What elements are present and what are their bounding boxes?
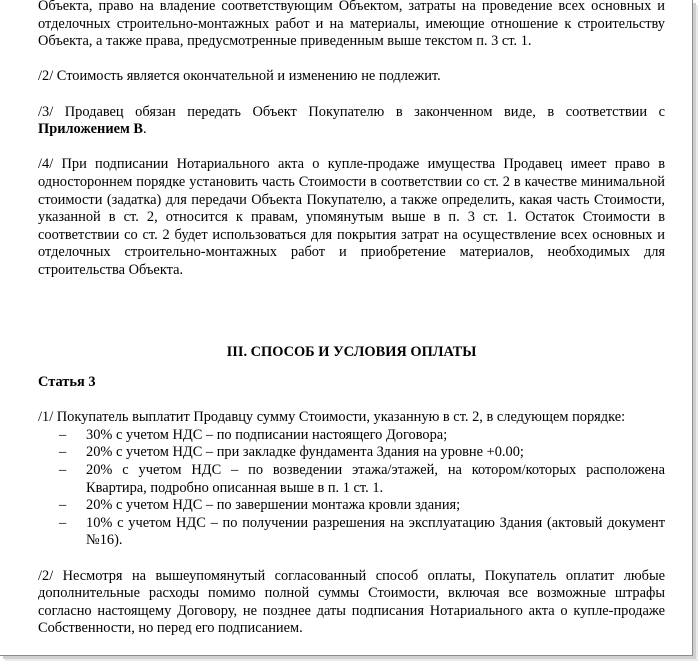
payment-item-text: 10% с учетом НДС – по получении разрешения на эксплуатацию Здания (актовый документ №16). xyxy=(86,514,665,549)
section-heading: III. СПОСОБ И УСЛОВИЯ ОПЛАТЫ xyxy=(226,343,477,360)
payment-item xyxy=(38,462,665,497)
document-body xyxy=(38,0,665,638)
paragraph-continued: Объекта, право на владение соответствующим Объектом, затраты на проведение всех основных и отделочных строительно-монтажных работ и на материалы, имеющие отношение к строительству Объекта, а также права, предусмотренные приведенным выше текстом п. 3 ст. 1. xyxy=(38,0,665,50)
dash-bullet: – xyxy=(59,426,67,443)
payment-item-text: 30% с учетом НДС – по подписании настоящего Договора; xyxy=(86,426,448,443)
paragraph-4: /4/ При подписании Нотариального акта о купле-продаже имущества Продавец имеет право в одностороннем порядке установить часть Стоимости в соответствии со ст. 2 в качестве минимальной стоимости (задатка) для передачи Объекта Покупателю, а также определить, какая часть Стоимости, указанной в ст. 2, относится к правам, упомянутым выше в п. 3 ст. 1. Остаток Стоимости в соответствии со ст. 2 будет использоваться для покрытия затрат на осуществление всех основных и отделочных строительно-монтажных работ и приобретение материалов, необходимых для строительства Объекта. xyxy=(38,156,665,278)
payment-schedule-list xyxy=(38,427,665,550)
payment-item xyxy=(38,427,665,445)
paragraph-3-text: /3/ Продавец обязан передать Объект Покупателю в законченном виде, в соответствии с xyxy=(38,103,665,120)
article-paragraph-2: /2/ Несмотря на вышеупомянутый согласованный способ оплаты, Покупатель оплатит любые дополнительные расходы помимо полной суммы Стоимости, включая все возможные штрафы согласно настоящему Договору, не позднее даты подписания Нотариального акта о купле-продаже Собственности, но перед его подписанием. xyxy=(38,567,665,637)
paragraph-3-end: . xyxy=(143,121,147,138)
payment-item-text: 20% с учетом НДС – по завершении монтажа кровли здания; xyxy=(86,497,461,514)
dash-bullet: – xyxy=(59,497,67,514)
payment-item xyxy=(38,444,665,462)
payment-item-text: 20% с учетом НДС – по возведении этажа/этажей, на котором/которых расположена Квартира, подробно описанная выше в п. 1 ст. 1. xyxy=(86,462,665,496)
dash-bullet: – xyxy=(59,444,67,461)
payment-item-text: 20% с учетом НДС – при закладке фундамента Здания на уровне +0.00; xyxy=(86,444,524,461)
payment-item xyxy=(38,497,665,515)
article-title: Статья 3 xyxy=(38,374,96,391)
paragraph-3 xyxy=(38,104,665,139)
article-paragraph-1: /1/ Покупатель выплатит Продавцу сумму Стоимости, указанную в ст. 2, в следующем порядке: xyxy=(38,409,626,426)
paragraph-2: /2/ Стоимость является окончательной и изменению не подлежит. xyxy=(38,68,441,85)
appendix-reference: Приложением В xyxy=(38,121,143,138)
payment-item xyxy=(38,515,665,550)
dash-bullet: – xyxy=(59,462,67,479)
dash-bullet: – xyxy=(59,514,67,531)
